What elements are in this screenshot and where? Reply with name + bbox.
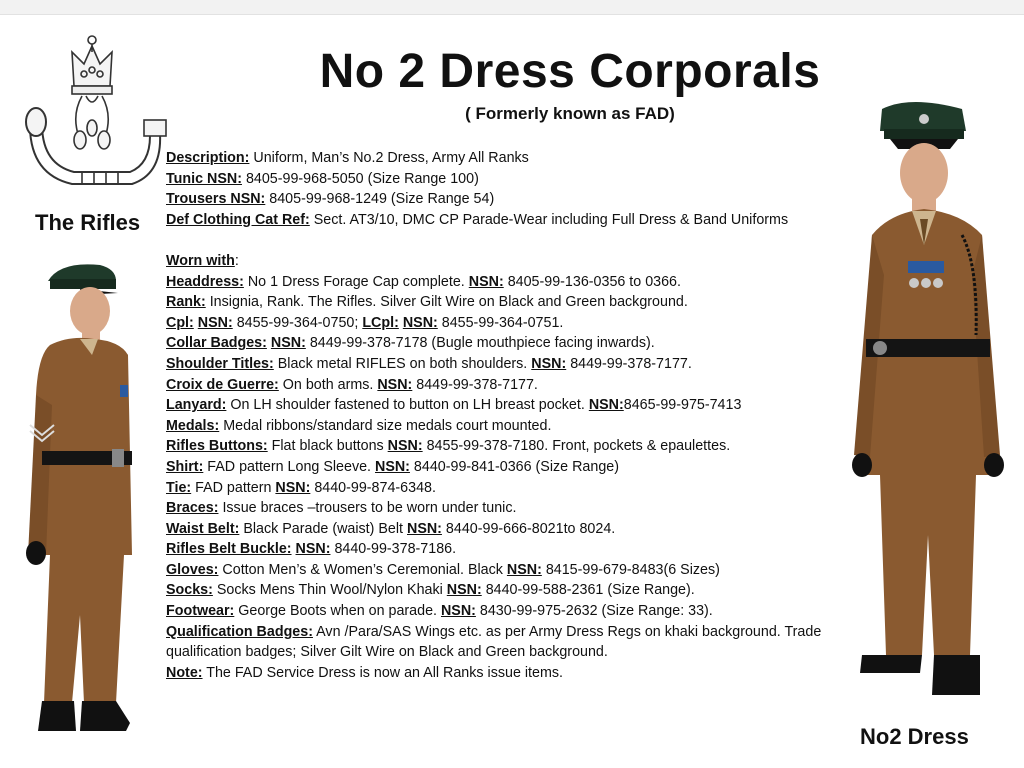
item-waist-belt: Waist Belt: Black Parade (waist) Belt NSN: 8440-99-666-8021to 8024.	[166, 520, 616, 537]
worn-with-heading: Worn with:	[166, 252, 239, 269]
item-headdress: Headdress: No 1 Dress Forage Cap complete. NSN: 8405-99-136-0356 to 0366.	[166, 273, 681, 290]
item-rifles-belt-buckle: Rifles Belt Buckle: NSN: 8440-99-378-7186.	[166, 541, 457, 558]
spec-description: Description: Uniform, Man’s No.2 Dress, Army All Ranks	[166, 150, 529, 166]
spec-clothing-ref: Def Clothing Cat Ref: Sect. AT3/10, DMC CP Parade-Wear including Full Dress & Band Uniforms	[166, 211, 789, 228]
page-title: No 2 Dress Corporals	[319, 45, 821, 98]
item-gloves: Gloves: Cotton Men’s & Women’s Ceremonial. Black NSN: 8415-99-679-8483(6 Sizes)	[166, 561, 720, 578]
soldier-side-view-image	[20, 255, 160, 745]
item-lanyard: Lanyard: On LH shoulder fastened to button on LH breast pocket. NSN:8465-99-975-7413	[166, 397, 742, 414]
item-tie: Tie: FAD pattern NSN: 8440-99-874-6348.	[166, 479, 436, 496]
item-shoulder-titles: Shoulder Titles: Black metal RIFLES on both shoulders. NSN: 8449-99-378-7177.	[166, 355, 692, 372]
item-footwear: Footwear: George Boots when on parade. NSN: 8430-99-975-2632 (Size Range: 33).	[166, 603, 713, 620]
item-shirt: Shirt: FAD pattern Long Sleeve. NSN: 8440-99-841-0366 (Size Range)	[166, 458, 619, 475]
item-note: Note: The FAD Service Dress is now an All Ranks issue items.	[166, 664, 563, 681]
item-rank: Rank: Insignia, Rank. The Rifles. Silver Gilt Wire on Black and Green background.	[166, 294, 688, 311]
item-medals: Medals: Medal ribbons/standard size medals court mounted.	[166, 417, 552, 434]
item-rifles-buttons: Rifles Buttons: Flat black buttons NSN: 8455-99-378-7180. Front, pockets & epaulettes.	[166, 438, 731, 455]
soldier-front-view-image	[850, 95, 1020, 715]
uniform-spec-list	[166, 148, 856, 683]
regiment-name: The Rifles	[35, 210, 141, 235]
spec-trousers: Trousers NSN: 8405-99-968-1249 (Size Range 54)	[166, 191, 495, 208]
spacer	[166, 230, 856, 251]
page-subtitle: ( Formerly known as FAD)	[465, 104, 675, 123]
no2-dress-label: No2 Dress	[860, 724, 969, 749]
top-band	[0, 0, 1024, 15]
item-croix-de-guerre: Croix de Guerre: On both arms. NSN: 8449-99-378-7177.	[166, 376, 538, 393]
spec-tunic: Tunic NSN: 8405-99-968-5050 (Size Range 100)	[166, 170, 479, 187]
item-socks: Socks: Socks Mens Thin Wool/Nylon Khaki NSN: 8440-99-588-2361 (Size Range).	[166, 582, 695, 599]
rifles-emblem	[12, 24, 172, 204]
item-collar-badges: Collar Badges: NSN: 8449-99-378-7178 (Bugle mouthpiece facing inwards).	[166, 335, 655, 352]
item-braces: Braces: Issue braces –trousers to be worn under tunic.	[166, 500, 517, 517]
item-cpl: Cpl: NSN: 8455-99-364-0750; LCpl: NSN: 8455-99-364-0751.	[166, 314, 564, 331]
item-qualification-badges: Qualification Badges: Avn /Para/SAS Wings etc. as per Army Dress Regs on khaki background. Trade qualification badges; Silver Gilt Wire on Black and Green background.	[166, 623, 822, 661]
